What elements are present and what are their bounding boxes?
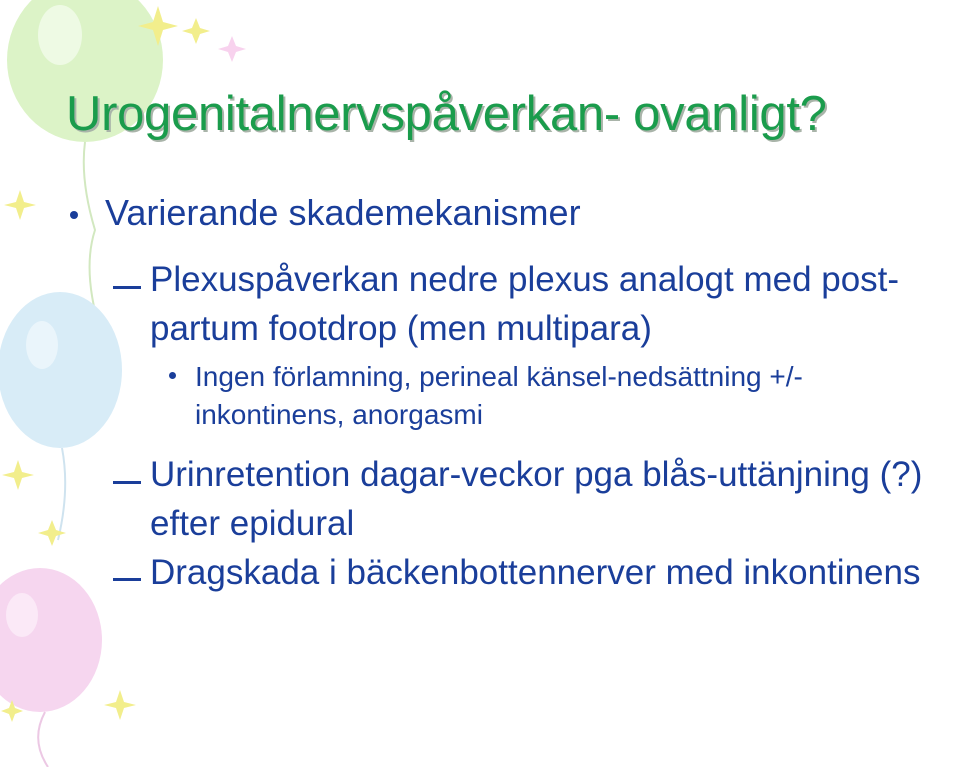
bullet-level1: Varierande skademekanismer (105, 192, 581, 233)
bullet-item-1: Plexuspåverkan nedre plexus analogt med post-partum footdrop (men multipara) (150, 260, 900, 348)
dash-icon (113, 578, 141, 581)
bullet-icon (70, 211, 78, 219)
dash-icon (113, 286, 141, 289)
dash-icon (113, 481, 141, 484)
sub-bullet-icon (169, 372, 176, 379)
sub-bullet-item: Ingen förlamning, perineal känsel-nedsättning +/- inkontinens, anorgasmi (195, 361, 803, 430)
bullet-item-2: Urinretention dagar-veckor pga blås-uttänjning (?) efter epidural (150, 455, 923, 543)
bullet-item-3: Dragskada i bäckenbottennerver med inkontinens (150, 553, 921, 592)
slide-title: Urogenitalnervspåverkan- ovanligt? (66, 87, 827, 141)
